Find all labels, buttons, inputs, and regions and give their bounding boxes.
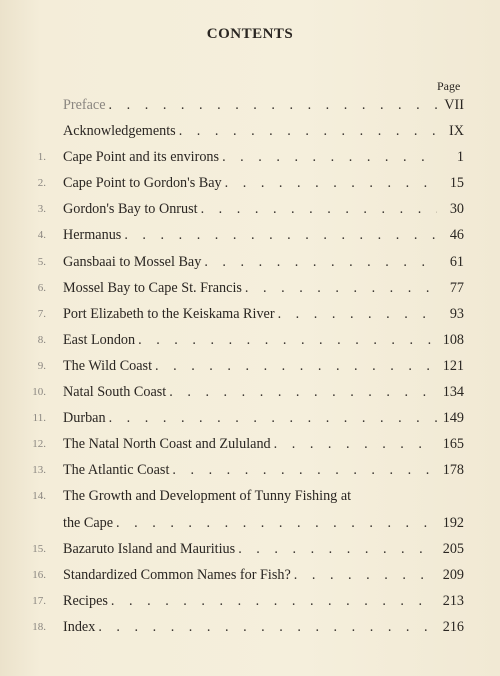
chapter-number: 9. [37,359,46,372]
chapter-number: 13. [32,464,46,477]
chapter-number: 3. [37,203,46,216]
chapter-number: 2. [37,177,46,190]
chapter-number: 15. [32,542,46,555]
entry-page: 178 [442,462,464,479]
entry-page: 209 [442,566,464,583]
dot-leader [225,170,437,196]
dot-leader [116,510,437,536]
toc-entry [26,249,464,275]
entry-title: East London [63,331,136,348]
toc-entry [26,614,464,640]
dot-leader [109,92,437,118]
chapter-number: 17. [32,594,46,607]
entry-title: The Wild Coast [63,357,153,374]
entry-title: The Atlantic Coast [63,462,170,479]
entry-page: VII [444,97,464,113]
toc-entry [26,483,464,509]
entry-title: Cape Point to Gordon's Bay [63,175,222,192]
dot-leader [278,301,437,327]
dot-leader [109,405,437,431]
entry-page: 30 [449,201,464,218]
dot-leader [238,536,437,562]
entry-title: The Natal North Coast and Zululand [63,436,271,453]
dot-leader [98,614,437,640]
toc-entry [26,536,464,562]
chapter-number: 16. [32,568,46,581]
entry-title: Acknowledgements [63,123,176,140]
chapter-number: 14. [32,490,46,503]
entry-title: Mossel Bay to Cape St. Francis [63,279,242,296]
chapter-number: 8. [37,333,46,346]
toc-entry [26,353,464,379]
toc-entry [26,431,464,457]
entry-page: 213 [442,592,464,609]
entry-title: The Growth and Development of Tunny Fishing at [63,488,352,505]
entry-page: 61 [449,253,464,270]
chapter-number: 7. [37,307,46,320]
toc-entry [26,275,464,301]
entry-page: 77 [449,279,464,296]
entry-title: Gordon's Bay to Onrust [63,201,198,218]
entry-title: Hermanus [63,227,122,244]
entry-title: Index [63,618,96,635]
chapter-number: 11. [32,412,46,425]
chapter-number: 12. [32,438,46,451]
dot-leader [155,353,437,379]
entry-page: 1 [456,149,464,166]
toc-entry-continuation [26,510,464,536]
entry-page: 15 [449,175,464,192]
chapter-number: 1. [37,151,46,164]
dot-leader [179,118,437,144]
entry-title: Bazaruto Island and Mauritius [63,540,236,557]
entry-page: 46 [449,227,464,244]
toc-entry [26,379,464,405]
entry-page: 108 [442,331,464,348]
entry-title: Recipes [63,592,108,609]
toc-entry [26,457,464,483]
entry-title: the Cape [63,514,114,531]
toc-entry [26,562,464,588]
toc-entry [26,327,464,353]
dot-leader [111,588,437,614]
toc-entry [26,196,464,222]
table-of-contents [26,92,464,640]
dot-leader [204,249,437,275]
entry-page: 192 [442,514,464,531]
chapter-number: 6. [37,281,46,294]
toc-entry [26,588,464,614]
entry-title: Preface [63,97,106,113]
entry-page: 121 [442,357,464,374]
entry-page: 149 [442,410,464,427]
entry-page: 216 [442,618,464,635]
dot-leader [138,327,437,353]
dot-leader [172,457,437,483]
toc-entry [26,301,464,327]
entry-title: Cape Point and its environs [63,149,220,166]
dot-leader [245,275,437,301]
toc-entry [26,144,464,170]
toc-entry [26,222,464,248]
chapter-number: 18. [32,620,46,633]
toc-entry [26,405,464,431]
toc-entry [26,118,464,144]
entry-title: Gansbaai to Mossel Bay [63,253,202,270]
entry-title: Durban [63,410,106,427]
dot-leader [201,196,437,222]
dot-leader [124,222,437,248]
entry-title: Standardized Common Names for Fish? [63,566,291,583]
entry-page: 165 [442,436,464,453]
page-title: CONTENTS [206,26,294,42]
entry-title: Port Elizabeth to the Keiskama River [63,305,275,322]
chapter-number: 5. [37,255,46,268]
dot-leader [222,144,437,170]
dot-leader [274,431,437,457]
entry-page: 93 [449,305,464,322]
dot-leader [294,562,437,588]
chapter-number: 4. [37,229,46,242]
chapter-number: 10. [32,386,46,399]
dot-leader [169,379,437,405]
entry-title: Natal South Coast [63,384,167,401]
toc-entry [26,170,464,196]
entry-page: 134 [442,384,464,401]
entry-page: IX [449,123,464,140]
page-column-label: Page [437,79,461,93]
entry-page: 205 [442,540,464,557]
toc-entry [26,92,464,118]
